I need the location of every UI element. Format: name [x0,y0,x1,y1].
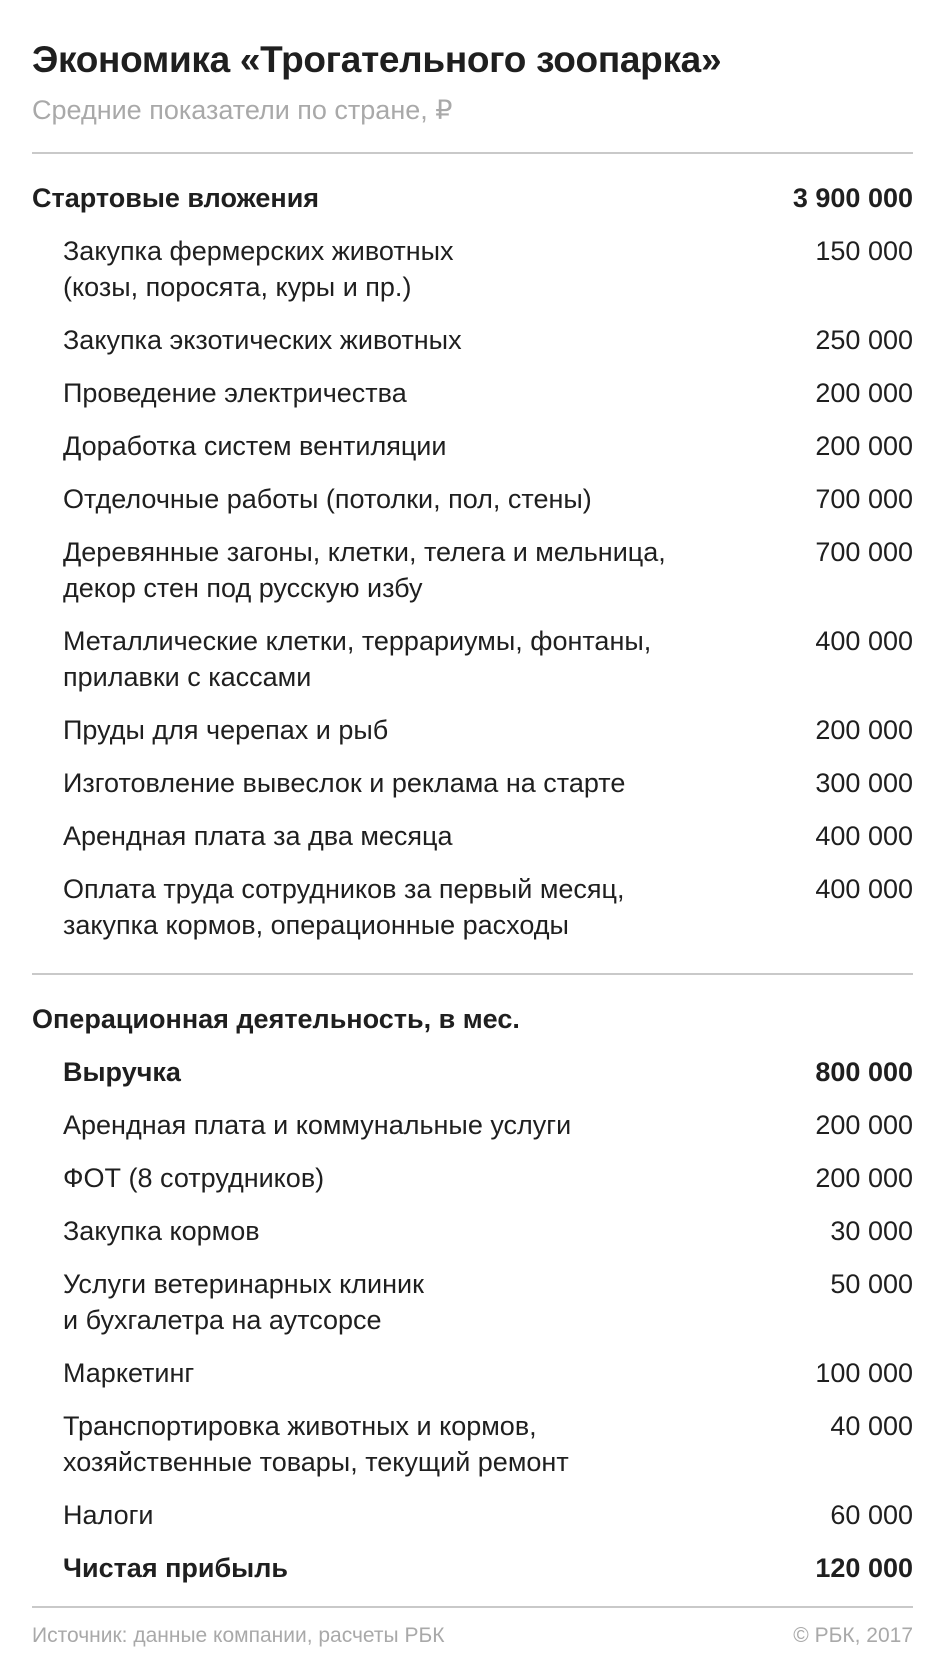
row-value: 400 000 [815,821,913,851]
startup-section-title: Стартовые вложения [32,183,320,213]
row-value: 40 000 [830,1411,913,1441]
copyright: © РБК, 2017 [793,1624,913,1647]
row-value: 200 000 [815,378,913,408]
table-row [32,375,913,411]
row-label: Арендная плата за два месяца [63,821,453,851]
operations-section-title: Операционная деятельность, в мес. [32,1004,520,1034]
row-value: 150 000 [815,236,913,266]
row-value: 300 000 [815,768,913,798]
row-value: 50 000 [830,1269,913,1299]
row-label: Закупка фермерских животных (козы, поросята, куры и пр.) [63,236,454,302]
table-row [32,1213,913,1249]
source-note: Источник: данные компании, расчеты РБК [32,1624,445,1647]
row-value: 700 000 [815,484,913,514]
page-subtitle: Средние показатели по стране, ₽ [32,95,453,125]
table-row [32,1408,913,1480]
row-value: 200 000 [815,431,913,461]
footer [32,1622,913,1650]
row-label: Маркетинг [63,1358,195,1388]
table-row [32,871,913,943]
table-row [32,534,913,606]
operations-section [32,1001,913,1586]
startup-section [32,180,913,943]
table-row [32,1550,913,1586]
table-row [32,1107,913,1143]
table-row [32,428,913,464]
row-label: ФОТ (8 сотрудников) [63,1163,325,1193]
table-row [32,1266,913,1338]
row-label: Закупка экзотических животных [63,325,462,355]
table-row [32,818,913,854]
table-row [32,1497,913,1533]
startup-total: 3 900 000 [792,183,913,213]
row-value: 60 000 [830,1500,913,1530]
row-label: Пруды для черепах и рыб [63,715,389,745]
row-label: Арендная плата и коммунальные услуги [63,1110,572,1140]
table-row [32,765,913,801]
row-value: 100 000 [815,1358,913,1388]
divider [32,973,913,975]
table-row [32,1054,913,1090]
divider [32,152,913,154]
row-value: 120 000 [815,1553,913,1583]
row-value: 200 000 [815,1163,913,1193]
row-label: Транспортировка животных и кормов, хозяйственные товары, текущий ремонт [63,1411,569,1477]
row-label: Выручка [63,1057,181,1087]
row-value: 400 000 [815,874,913,904]
operations-items [32,1054,913,1586]
startup-items [32,233,913,943]
table-row [32,322,913,358]
page-title: Экономика «Трогательного зоопарка» [32,39,722,80]
table-row [32,712,913,748]
row-value: 200 000 [815,1110,913,1140]
row-value: 250 000 [815,325,913,355]
startup-header [32,180,913,216]
row-value: 800 000 [815,1057,913,1087]
table-row [32,481,913,517]
row-value: 700 000 [815,537,913,567]
row-label: Чистая прибыль [63,1553,288,1583]
row-label: Налоги [63,1500,154,1530]
row-label: Металлические клетки, террариумы, фонтаны, прилавки с кассами [63,626,652,692]
row-value: 400 000 [815,626,913,656]
table-row [32,1355,913,1391]
row-value: 30 000 [830,1216,913,1246]
row-label: Проведение электричества [63,378,407,408]
row-label: Доработка систем вентиляции [63,431,447,461]
table-row [32,233,913,305]
table-row [32,623,913,695]
table-row [32,1160,913,1196]
row-label: Изготовление вывеслок и реклама на старте [63,768,626,798]
row-label: Деревянные загоны, клетки, телега и мельница, декор стен под русскую избу [63,537,666,603]
row-value: 200 000 [815,715,913,745]
row-label: Услуги ветеринарных клиник и бухгалетра на аутсорсе [63,1269,424,1335]
row-label: Отделочные работы (потолки, пол, стены) [63,484,592,514]
row-label: Закупка кормов [63,1216,260,1246]
operations-header [32,1001,913,1037]
divider [32,1606,913,1608]
row-label: Оплата труда сотрудников за первый месяц, закупка кормов, операционные расходы [63,874,625,940]
